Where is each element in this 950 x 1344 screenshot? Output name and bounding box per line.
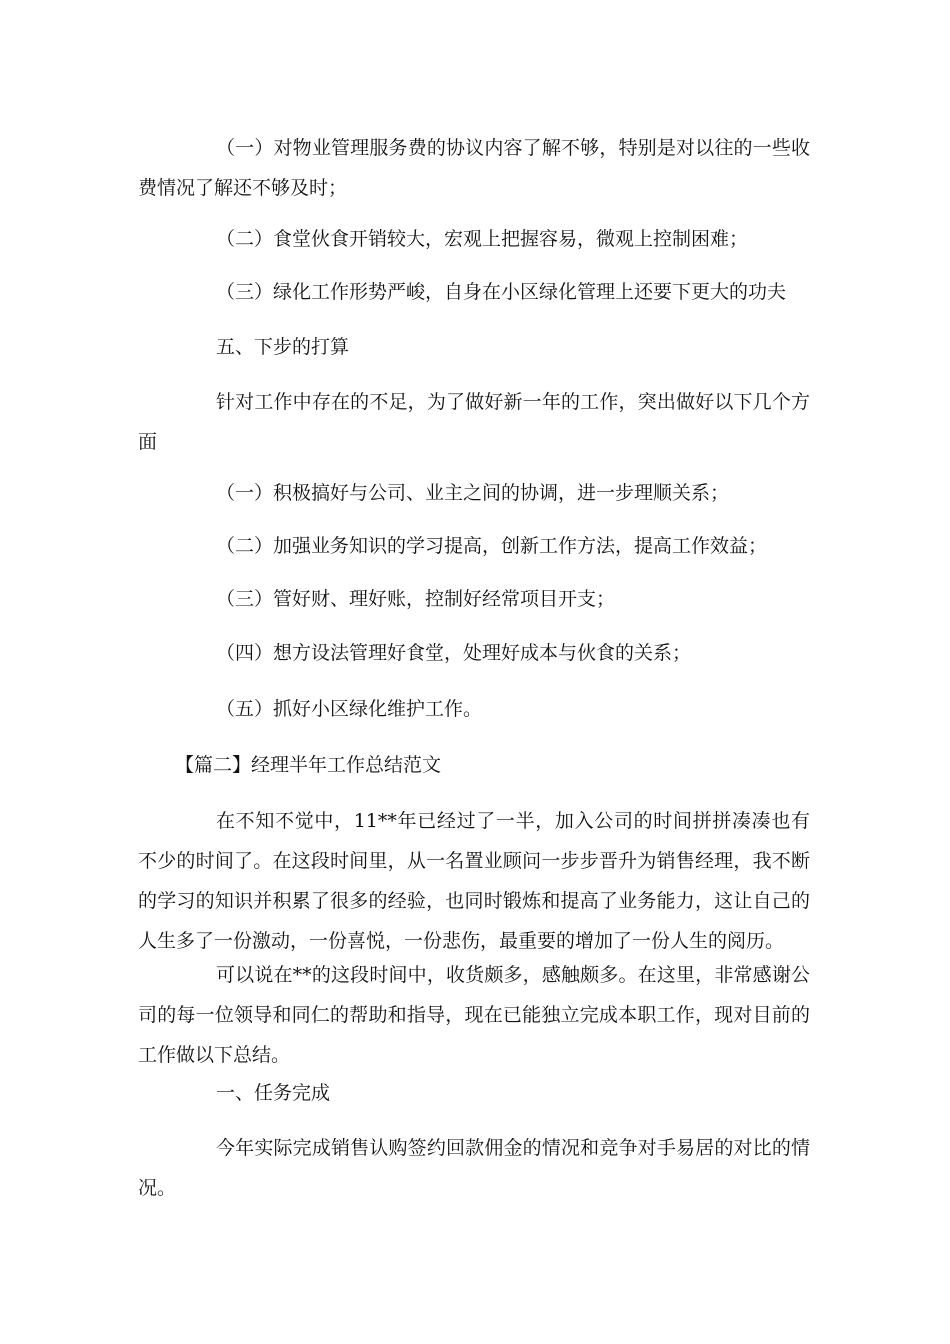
part-two-paragraph-1: 在不知不觉中，11**年已经过了一半，加入公司的时间拼拼凑凑也有不少的时间了。在这段时间里，从一名置业顾问一步步晋升为销售经理，我不断的学习的知识并积累了很多的经验，也同时锻炼和提高了业务能力，这让自己的人生多了一份激动，一份喜悦，一份悲伤，最重要的增加了一份人生的阅历。 [138, 810, 810, 952]
plan-item-5: （五）抓好小区绿化维护工作。 [216, 698, 483, 720]
plan-item-3: （三）管好财、理好账，控制好经常项目开支； [216, 588, 616, 610]
next-steps-intro: 针对工作中存在的不足，为了做好新一年的工作，突出做好以下几个方面 [138, 391, 810, 453]
issue-item-2: （二）食堂伙食开销较大，宏观上把握容易，微观上控制困难； [216, 228, 749, 250]
section-heading-next-steps: 五、下步的打算 [216, 336, 350, 358]
part-two-title: 【篇二】经理半年工作总结范文 [175, 754, 442, 776]
part-two-paragraph-2: 可以说在**的这段时间中，收货颇多，感触颇多。在这里，非常感谢公司的每一位领导和同仁的帮助和指导，现在已能独立完成本职工作，现对目前的工作做以下总结。 [138, 964, 810, 1066]
part-two-paragraph-3: 今年实际完成销售认购签约回款佣金的情况和竞争对手易居的对比的情况。 [138, 1137, 810, 1199]
issue-item-3: （三）绿化工作形势严峻，自身在小区绿化管理上还要下更大的功夫 [216, 281, 787, 303]
issue-item-1: （一）对物业管理服务费的协议内容了解不够，特别是对以往的一些收费情况了解还不够及时； [138, 137, 810, 199]
plan-item-1: （一）积极搞好与公司、业主之间的协调，进一步理顺关系； [216, 482, 730, 504]
plan-item-2: （二）加强业务知识的学习提高，创新工作方法，提高工作效益； [216, 535, 768, 557]
plan-item-4: （四）想方设法管理好食堂，处理好成本与伙食的关系； [216, 642, 692, 664]
section-heading-task-completion: 一、任务完成 [216, 1082, 331, 1104]
